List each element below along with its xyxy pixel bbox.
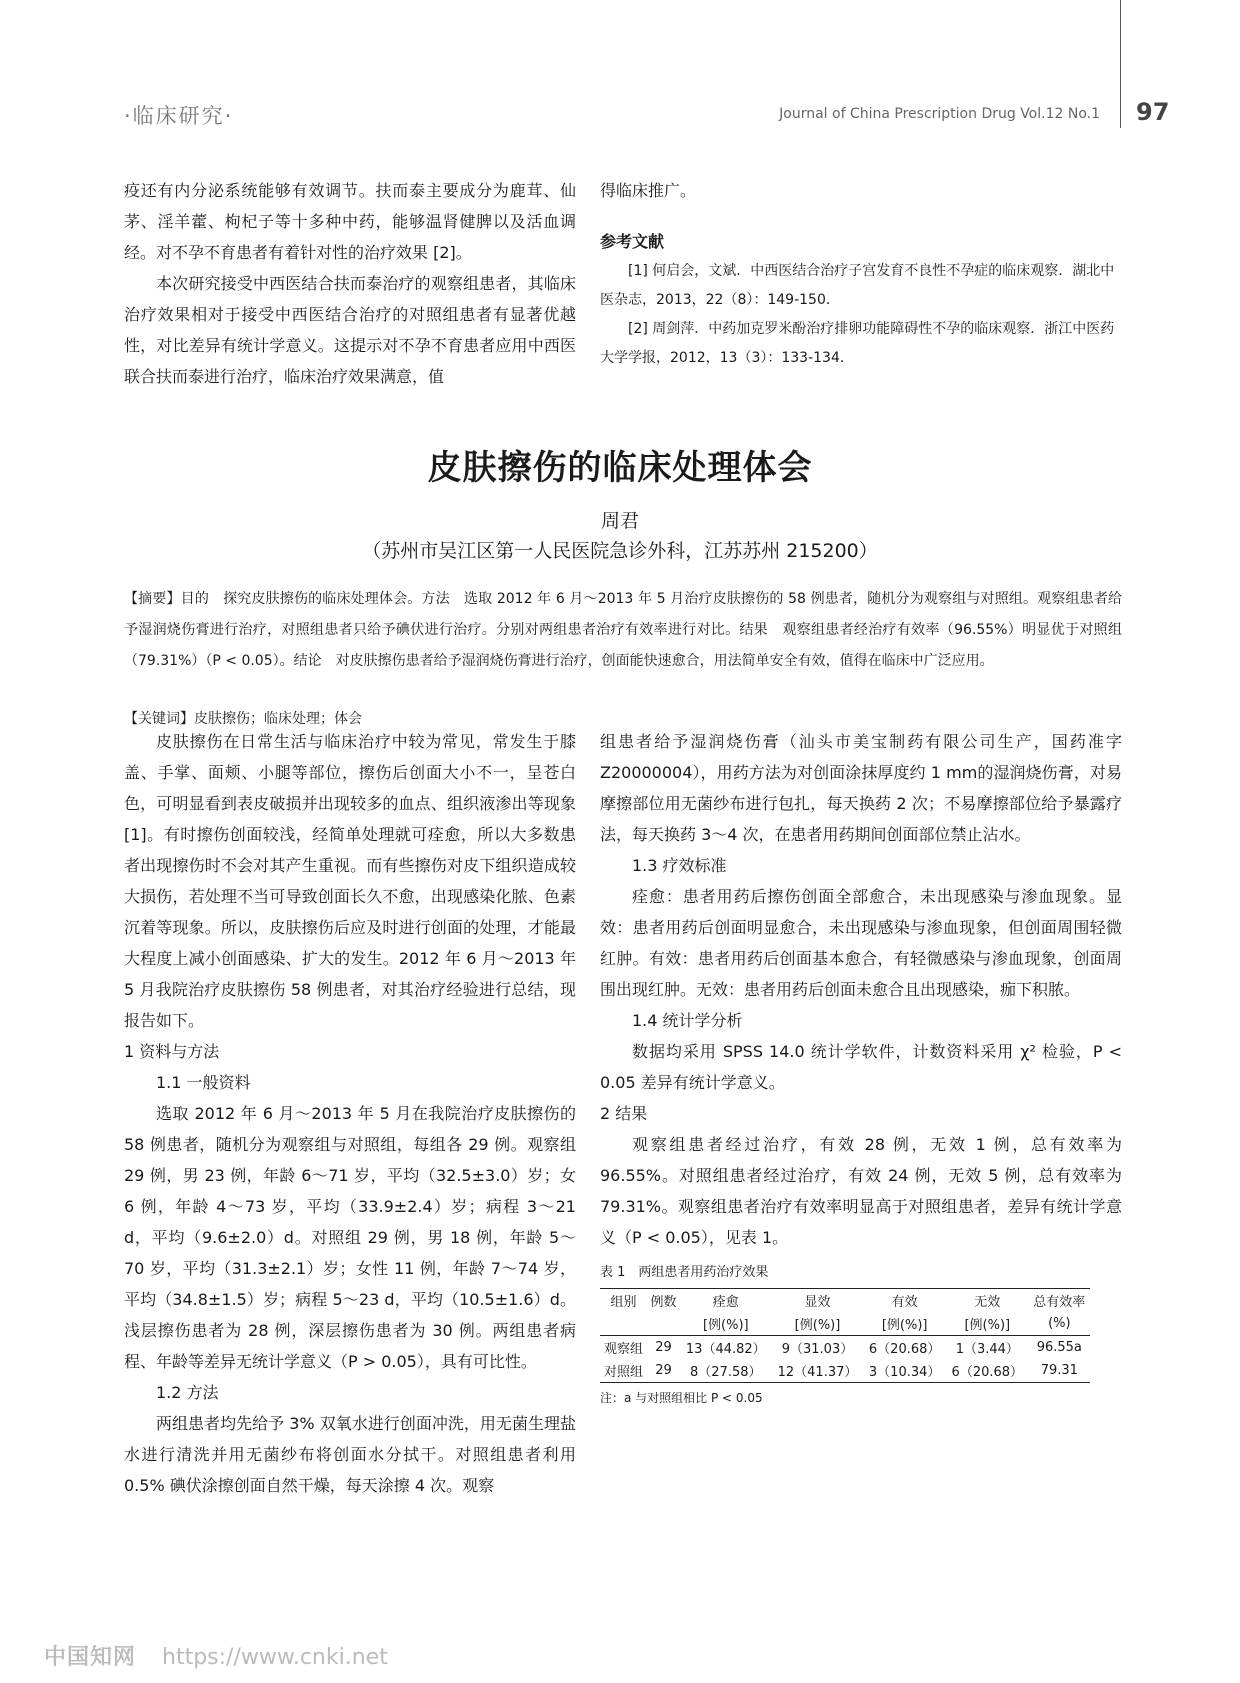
section-label: ·临床研究·: [124, 104, 234, 128]
table-header-unit: [例(%)]: [946, 1312, 1029, 1336]
table-header-unit: [647, 1312, 680, 1336]
table-row: [600, 1359, 1090, 1383]
table-cell: 29: [647, 1359, 680, 1383]
table-cell: 1（3.44）: [955, 1342, 1019, 1357]
references-heading: 参考文献: [600, 232, 665, 251]
method-paragraph-continued: 组患者给予湿润烧伤膏（汕头市美宝制药有限公司生产，国药准字 Z20000004），用药方法为对创面涂抹厚度约 1 mm的湿润烧伤膏，对易摩擦部位用无菌纱布进行包扎，每天换药 2 次；不易摩擦部位给予暴露疗法，每天换药 3～4 次，在患者用药期间创面部位禁止沾水。: [600, 732, 1122, 844]
intro-paragraph: 皮肤擦伤在日常生活与临床治疗中较为常见，常发生于膝盖、手掌、面颊、小腿等部位，擦伤后创面大小不一，呈苍白色，可明显看到表皮破损并出现较多的血点、组织液渗出等现象 [1]。有时擦伤创面较浅，经简单处理就可痊愈，所以大多数患者出现擦伤时不会对其产生重视。而有些擦伤对皮下组织造成较大损伤，若处理不当可导致创面长久不愈，出现感染化脓、色素沉着等现象。所以，皮肤擦伤后应及时进行创面的处理，才能最大程度上减小创面感染、扩大的发生。2012 年 6 月～2013 年 5 月我院治疗皮肤擦伤 58 例患者，对其治疗经验进行总结，现报告如下。: [124, 732, 576, 1030]
header-rule: [1120, 0, 1121, 128]
table-cell: 79.31: [1029, 1359, 1090, 1383]
method-paragraph: 两组患者均先给予 3% 双氧水进行创面冲洗，用无菌生理盐水进行清洗并用无菌纱布将创面水分拭干。对照组患者利用 0.5% 碘伏涂擦创面自然干燥，每天涂擦 4 次。观察: [124, 1414, 576, 1495]
body-right-column: [600, 726, 1122, 1406]
table-cell: 13（44.82）: [685, 1342, 766, 1357]
table-header-cell: 有效: [863, 1289, 946, 1313]
reference-list: [600, 257, 1122, 373]
results-table: [600, 1288, 1090, 1383]
table-header-unit: [例(%)]: [680, 1312, 772, 1336]
cnki-url[interactable]: https://www.cnki.net: [162, 1645, 388, 1670]
prev-paragraph: 疫还有内分泌系统能够有效调节。扶而泰主要成分为鹿茸、仙茅、淫羊藿、枸杞子等十多种中药，能够温肾健脾以及活血调经。对不孕不育患者有着针对性的治疗效果 [2]。: [124, 181, 576, 262]
section-heading: 1 资料与方法: [124, 1042, 220, 1061]
table-header-unit-row: [600, 1312, 1090, 1336]
abstract: 【摘要】目的 探究皮肤擦伤的临床处理体会。方法 选取 2012 年 6 月～2013 年 5 月治疗皮肤擦伤的 58 例患者，随机分为观察组与对照组。观察组患者给予湿润烧伤膏进行治疗，对照组患者只给予碘伏进行治疗。分别对两组患者治疗有效率进行对比。结果 观察组患者经治疗有效率（96.55%）明显优于对照组（79.31%）（P < 0.05）。结论 对皮肤擦伤患者给予湿润烧伤膏进行治疗，创面能快速愈合，用法简单安全有效，值得在临床中广泛应用。: [124, 591, 1122, 669]
body-left-column: [124, 726, 576, 1501]
table-note: 注：a 与对照组相比 P < 0.05: [600, 1391, 763, 1405]
page-number: 97: [1136, 98, 1170, 126]
table-header-cell: 显效: [772, 1289, 864, 1313]
table-header-cell: 无效: [946, 1289, 1029, 1313]
prev-article-right-column: [600, 175, 1122, 373]
subsection-heading: 1.4 统计学分析: [632, 1011, 743, 1030]
table-cell: 29: [655, 1340, 672, 1355]
statistics-paragraph: 数据均采用 SPSS 14.0 统计学软件，计数资料采用 χ² 检验，P < 0.05 差异有统计学意义。: [600, 1042, 1122, 1092]
cnki-watermark: [44, 1640, 388, 1671]
reference-item: [1] 何启会，文斌．中西医结合治疗子宫发育不良性不孕症的临床观察．湖北中医杂志，2013，22（8）：149-150．: [600, 263, 1115, 308]
prev-closing-text: 得临床推广。: [600, 181, 697, 200]
table-header-unit: [例(%)]: [863, 1312, 946, 1336]
table-header-cell: 例数: [647, 1289, 680, 1313]
table-cell: 9（31.03）: [781, 1342, 854, 1357]
reference-item: [2] 周剑萍．中药加克罗米酚治疗排卵功能障碍性不孕的临床观察．浙江中医药大学学报，2012，13（3）：133-134．: [600, 321, 1115, 366]
subsection-heading: 1.1 一般资料: [156, 1073, 251, 1092]
table-header-unit: [例(%)]: [772, 1312, 864, 1336]
table-header-cell: 总有效率: [1029, 1289, 1090, 1313]
table-cell: 6（20.68）: [868, 1342, 941, 1357]
cnki-brand: 中国知网: [44, 1645, 137, 1670]
table-row: [600, 1336, 1090, 1360]
prev-paragraph: 本次研究接受中西医结合扶而泰治疗的观察组患者，其临床治疗效果相对于接受中西医结合治疗的对照组患者有显著优越性，对比差异有统计学意义。这提示对不孕不育患者应用中西医联合扶而泰进行治疗，临床治疗效果满意，值: [124, 274, 576, 386]
subsection-heading: 1.3 疗效标准: [632, 856, 727, 875]
table-header-row: [600, 1289, 1090, 1313]
article-title: 皮肤擦伤的临床处理体会: [427, 448, 813, 488]
table-cell: 8（27.58）: [680, 1359, 772, 1383]
table-header-cell: 痊愈: [680, 1289, 772, 1313]
section-heading: 2 结果: [600, 1104, 648, 1123]
table-header-unit: [600, 1312, 647, 1336]
table-cell: 观察组: [604, 1342, 644, 1357]
prev-article-left-column: [124, 175, 576, 392]
table-cell: 6（20.68）: [946, 1359, 1029, 1383]
author: 周君: [600, 510, 639, 532]
table-caption: 表 1 两组患者用药治疗效果: [600, 1265, 769, 1280]
journal-name: Journal of China Prescription Drug Vol.12 No.1: [779, 106, 1100, 122]
affiliation: （苏州市吴江区第一人民医院急诊外科，江苏苏州 215200）: [362, 540, 878, 562]
criteria-paragraph: 痊愈：患者用药后擦伤创面全部愈合，未出现感染与渗血现象。显效：患者用药后创面明显愈合，未出现感染与渗血现象，但创面周围轻微红肿。有效：患者用药后创面基本愈合，有轻微感染与渗血现象，创面周围出现红肿。无效：患者用药后创面未愈合且出现感染，痂下积脓。: [600, 887, 1122, 999]
table-cell: 3（10.34）: [863, 1359, 946, 1383]
subsection-heading: 1.2 方法: [156, 1383, 219, 1402]
general-data-paragraph: 选取 2012 年 6 月～2013 年 5 月在我院治疗皮肤擦伤的 58 例患者，随机分为观察组与对照组，每组各 29 例。观察组 29 例，男 23 例，年龄 6～71 岁，平均（32.5±3.0）岁；女 6 例，年龄 4～73 岁，平均（33.9±2.4）岁；病程 3～21 d，平均（9.6±2.0）d。对照组 29 例，男 18 例，年龄 5～70 岁，平均（31.3±2.1）岁；女性 11 例，年龄 7～74 岁，平均（34.8±1.5）岁；病程 5～23 d，平均（10.5±1.6）d。浅层擦伤患者为 28 例，深层擦伤患者为 30 例。两组患者病程、年龄等差异无统计学意义（P > 0.05），具有可比性。: [124, 1104, 576, 1371]
table-cell: 12（41.37）: [772, 1359, 864, 1383]
table-cell: 对照组: [600, 1359, 647, 1383]
results-paragraph: 观察组患者经过治疗，有效 28 例，无效 1 例，总有效率为 96.55%。对照组患者经过治疗，有效 24 例，无效 5 例，总有效率为 79.31%。观察组患者治疗有效率明显高于对照组患者，差异有统计学意义（P < 0.05），见表 1。: [600, 1135, 1122, 1247]
keywords: 【关键词】皮肤擦伤；临床处理；体会: [124, 711, 362, 727]
table-header-unit: (%): [1029, 1312, 1090, 1336]
table-header-cell: 组别: [600, 1289, 647, 1313]
table-cell: 96.55a: [1036, 1340, 1082, 1355]
